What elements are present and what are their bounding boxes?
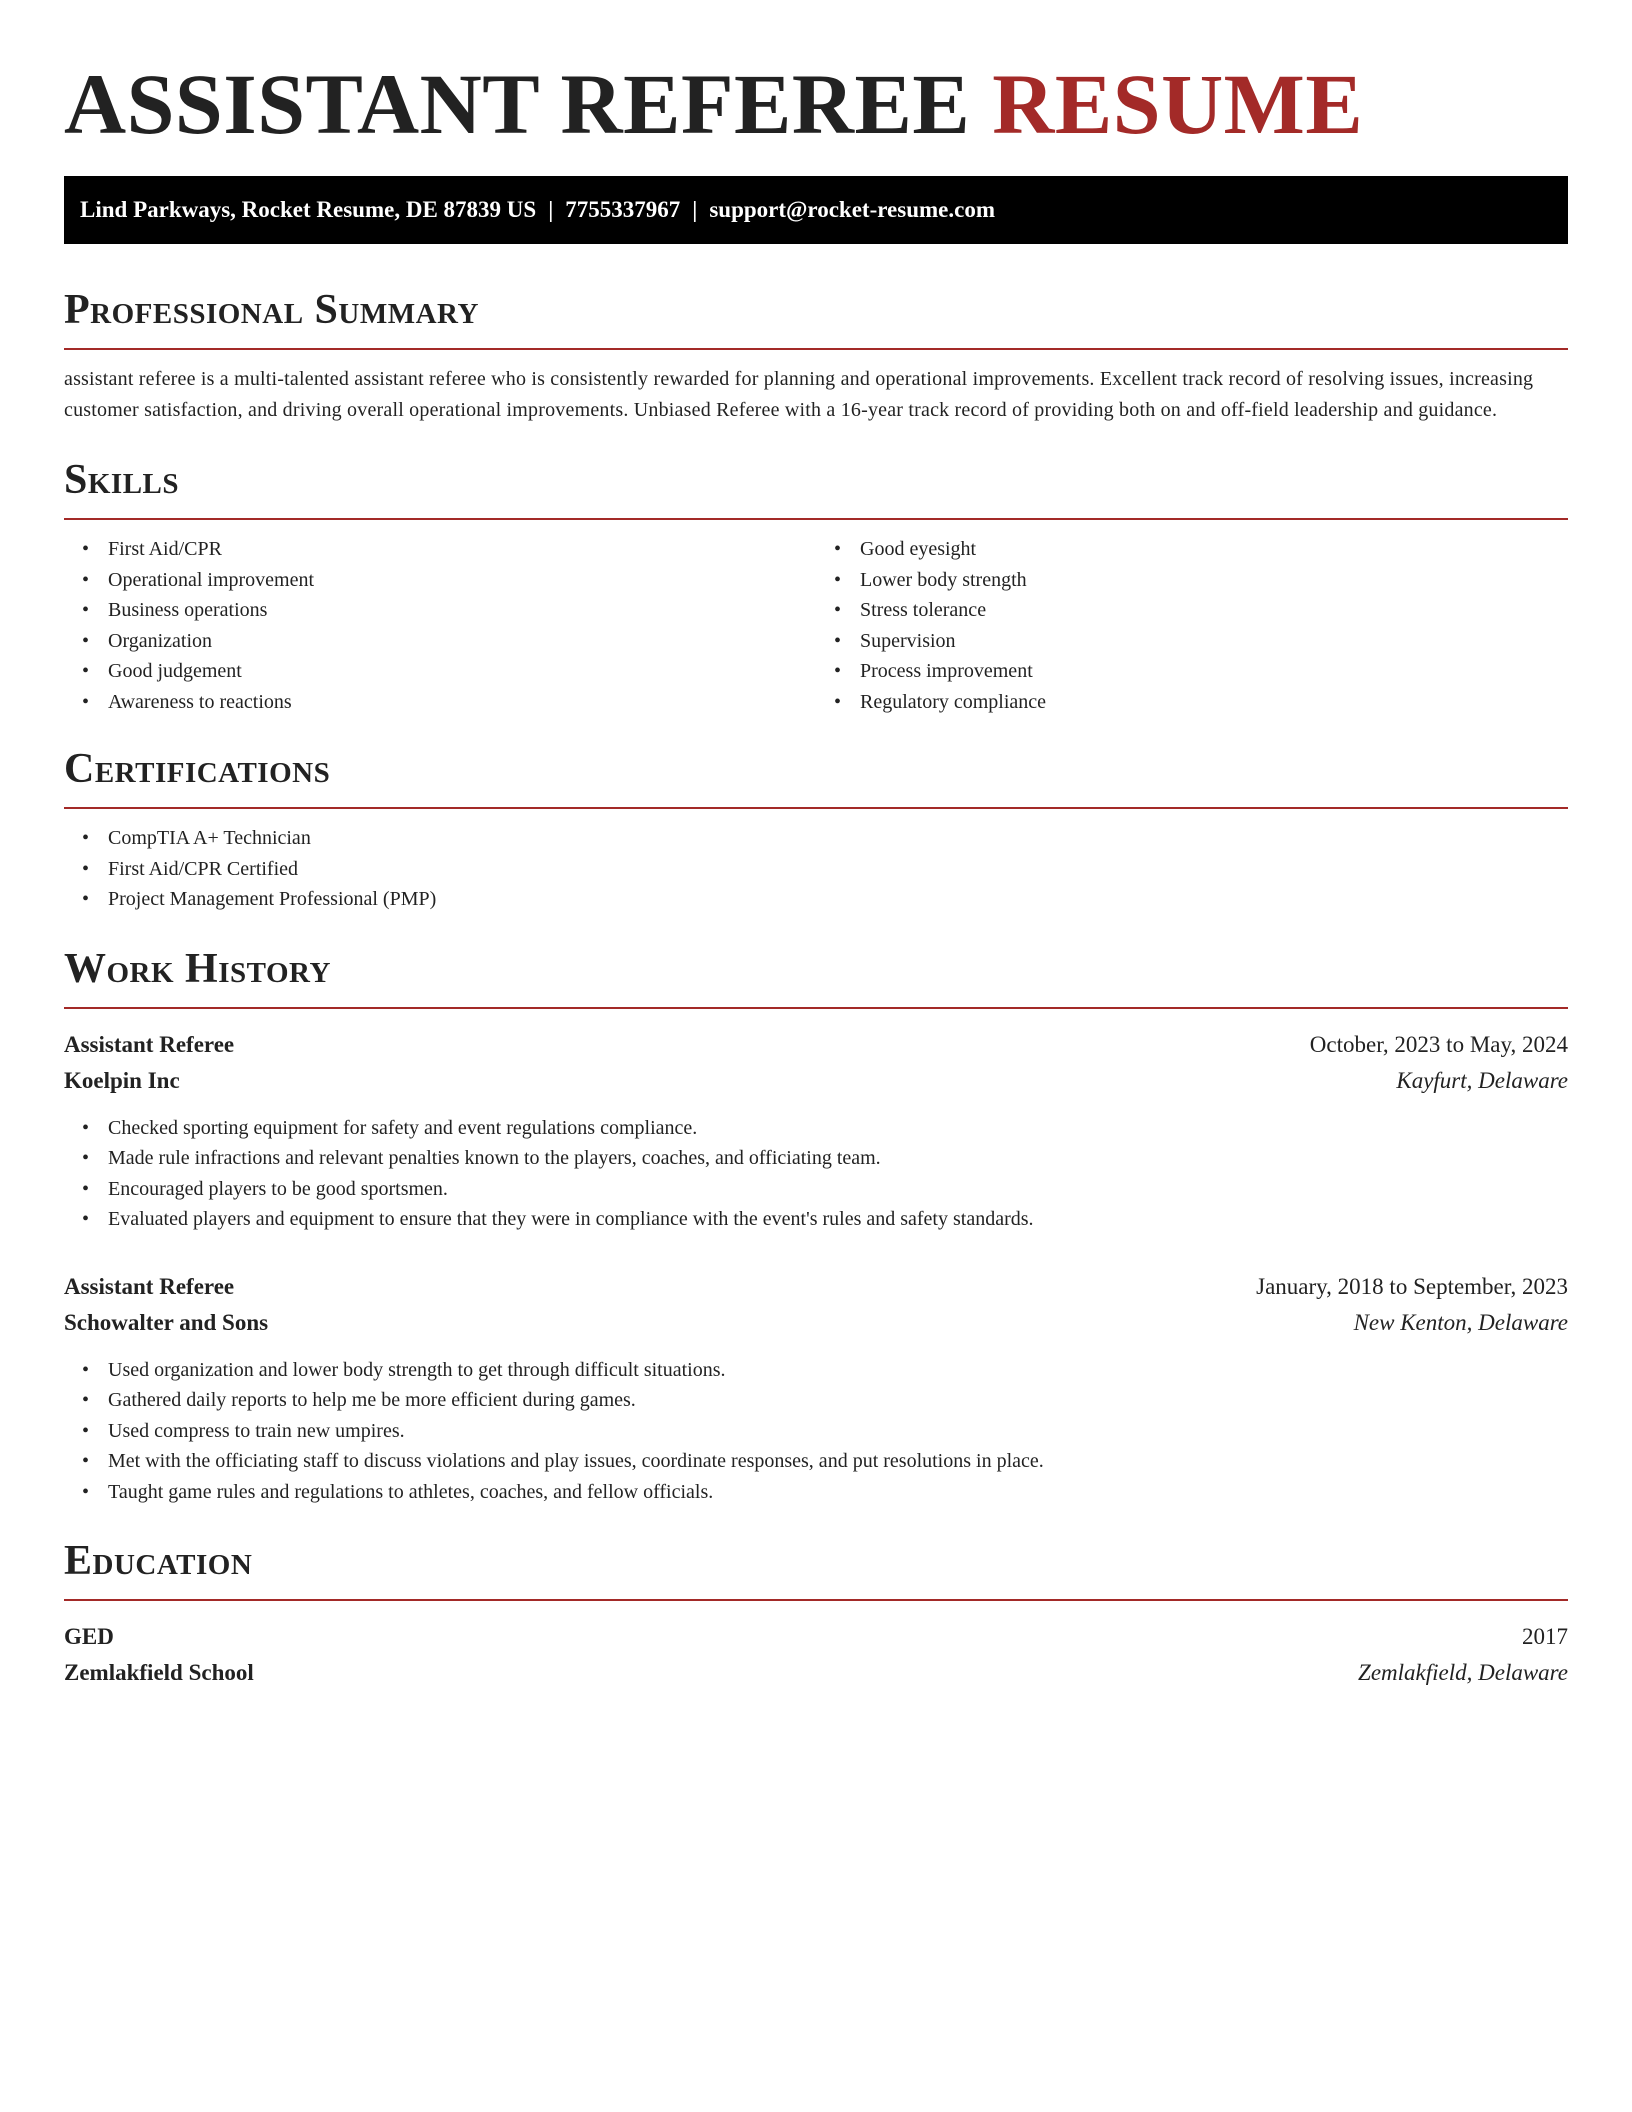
skills-list-right — [816, 534, 1568, 717]
job-title-row — [64, 1027, 1568, 1063]
education-section — [64, 1533, 1568, 1691]
skill-item: • Process improvement — [860, 656, 1568, 687]
education-entry — [64, 1619, 1568, 1691]
section-divider — [64, 348, 1568, 350]
skill-item: • Operational improvement — [108, 565, 816, 596]
job-dates: January, 2018 to September, 2023 — [1256, 1273, 1568, 1299]
certifications-section — [64, 741, 1568, 915]
job-title: Assistant Referee — [64, 1273, 235, 1299]
skills-grid — [64, 520, 1568, 717]
certification-item: • Project Management Professional (PMP) — [108, 884, 1568, 915]
job-duty: • Evaluated players and equipment to ensure that they were in compliance with the event's rules and safety standards. — [108, 1204, 1568, 1235]
work-history-heading: Work History — [64, 945, 331, 992]
education-heading: Education — [64, 1538, 253, 1584]
education-school-row — [64, 1655, 1568, 1691]
job-duty: • Encouraged players to be good sportsmen. — [108, 1174, 1568, 1205]
job-duty: • Used organization and lower body strength to get through difficult situations. — [108, 1355, 1568, 1386]
skill-item: • Good eyesight — [860, 534, 1568, 565]
section-divider — [64, 807, 1568, 809]
contact-phone: 7755337967 — [565, 197, 681, 222]
resume-title — [64, 54, 1568, 154]
contact-bar — [64, 176, 1568, 244]
job-location: Kayfurt, Delaware — [1396, 1067, 1568, 1093]
job-duty: • Made rule infractions and relevant penalties known to the players, coaches, and officiating team. — [108, 1143, 1568, 1174]
title-accent: RESUME — [992, 56, 1364, 152]
job-company: Schowalter and Sons — [64, 1309, 269, 1335]
skills-section — [64, 452, 1568, 717]
certification-item: • First Aid/CPR Certified — [108, 854, 1568, 885]
job-location: New Kenton, Delaware — [1353, 1309, 1568, 1335]
job-duty: • Used compress to train new umpires. — [108, 1416, 1568, 1447]
contact-separator: | — [548, 197, 554, 222]
education-degree-row — [64, 1619, 1568, 1655]
certification-item: • CompTIA A+ Technician — [108, 823, 1568, 854]
job-dates: October, 2023 to May, 2024 — [1309, 1031, 1568, 1057]
skill-item: • Awareness to reactions — [108, 687, 816, 718]
summary-heading: Professional Summary — [64, 287, 479, 333]
education-location: Zemlakfield, Delaware — [1358, 1660, 1568, 1685]
job-duty: • Taught game rules and regulations to athletes, coaches, and fellow officials. — [108, 1477, 1568, 1508]
skill-item: • Supervision — [860, 626, 1568, 657]
skill-item: • Business operations — [108, 595, 816, 626]
job-company-row — [64, 1305, 1568, 1341]
work-history-section — [64, 941, 1568, 1508]
job-duty: • Checked sporting equipment for safety and event regulations compliance. — [108, 1113, 1568, 1144]
contact-email: support@rocket-resume.com — [709, 197, 995, 222]
skills-list-left — [64, 534, 816, 717]
job-duty: • Gathered daily reports to help me be more efficient during games. — [108, 1385, 1568, 1416]
skill-item: • First Aid/CPR — [108, 534, 816, 565]
job-title: Assistant Referee — [64, 1031, 235, 1057]
section-divider — [64, 1599, 1568, 1601]
job-company: Koelpin Inc — [64, 1067, 180, 1093]
skill-item: • Lower body strength — [860, 565, 1568, 596]
job-duties-list — [64, 1355, 1568, 1508]
job-entry — [64, 1269, 1568, 1508]
skill-item: • Stress tolerance — [860, 595, 1568, 626]
certifications-heading: Certifications — [64, 746, 331, 792]
skill-item: • Organization — [108, 626, 816, 657]
skill-item: • Good judgement — [108, 656, 816, 687]
title-main: ASSISTANT REFEREE — [64, 56, 971, 152]
summary-text: assistant referee is a multi-talented assistant referee who is consistently rewarded for planning and operational improvements. Excellent track record of resolving issues, increasing customer satisfaction, and driving overall operational improvements. Unbiased Referee with a 16-year track record of providing both on and off-field leadership and guidance. — [64, 368, 1534, 421]
skills-heading: Skills — [64, 457, 180, 503]
section-divider — [64, 1007, 1568, 1009]
summary-section — [64, 282, 1568, 426]
certifications-list — [64, 823, 1568, 915]
job-entry — [64, 1027, 1568, 1235]
job-title-row — [64, 1269, 1568, 1305]
education-year: 2017 — [1522, 1624, 1568, 1649]
skill-item: • Regulatory compliance — [860, 687, 1568, 718]
contact-separator: | — [692, 197, 698, 222]
job-duties-list — [64, 1113, 1568, 1235]
education-school: Zemlakfield School — [64, 1660, 254, 1685]
job-company-row — [64, 1063, 1568, 1099]
job-duty: • Met with the officiating staff to discuss violations and play issues, coordinate responses, and put resolutions in place. — [108, 1446, 1568, 1477]
contact-address: Lind Parkways, Rocket Resume, DE 87839 US — [80, 197, 537, 222]
education-degree: GED — [64, 1624, 114, 1649]
